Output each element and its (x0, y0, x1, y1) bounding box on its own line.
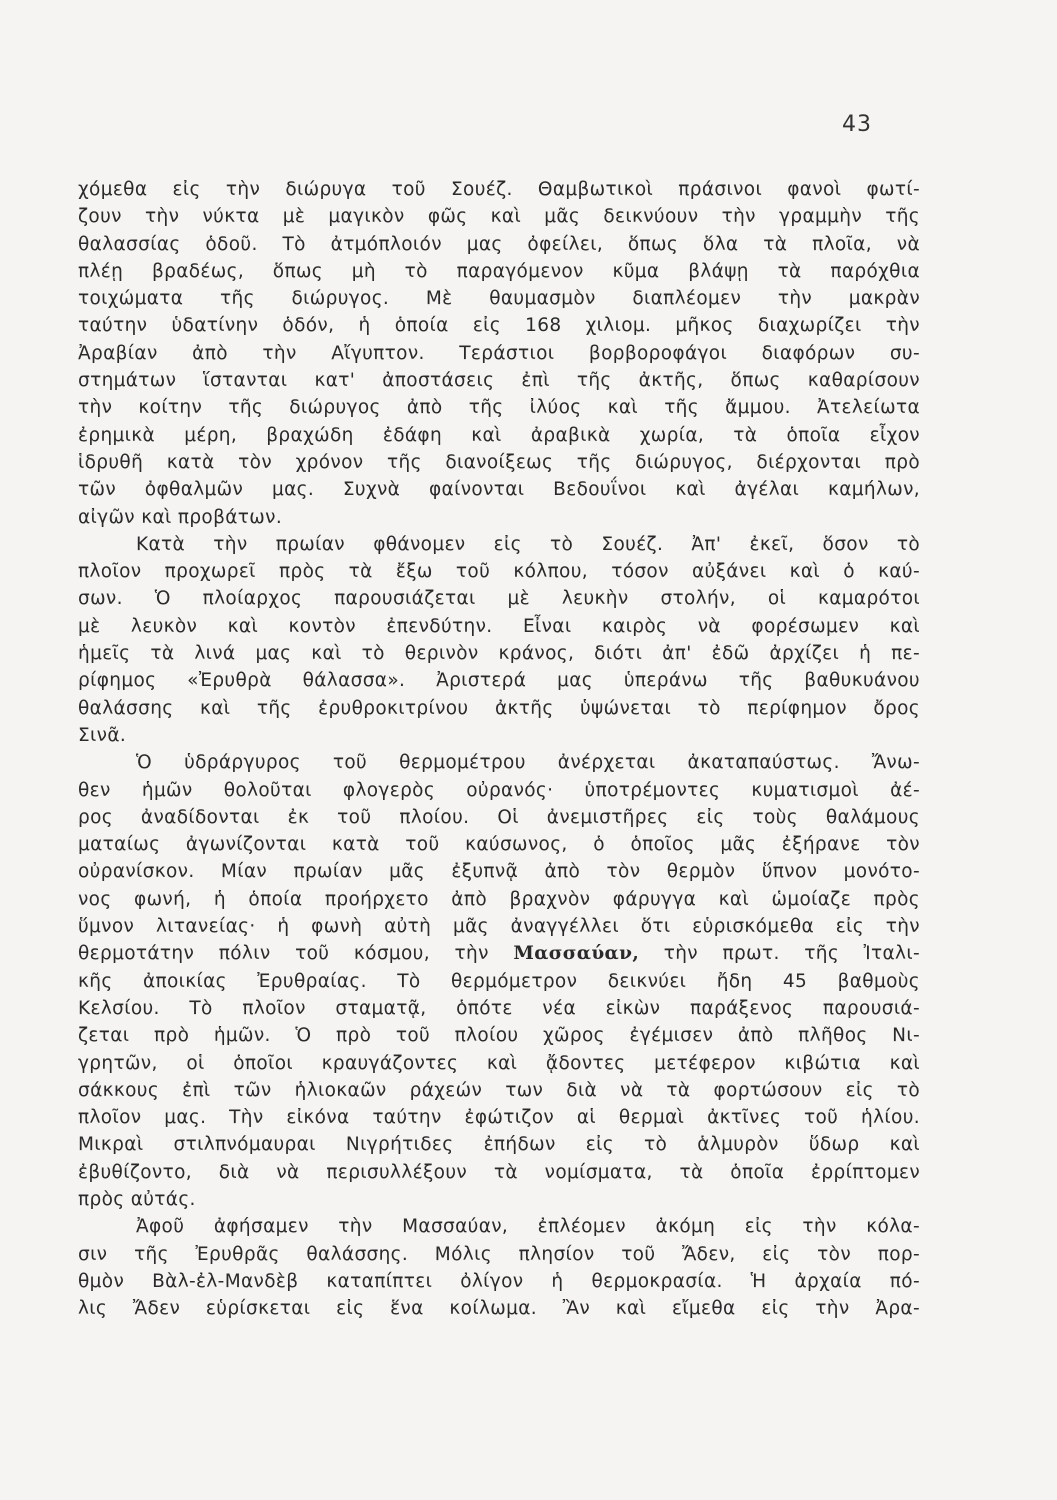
text-segment: θερμοτάτην πόλιν τοῦ κόσμου, τὴν (78, 943, 514, 965)
text-line: ζουν τὴν νύκτα μὲ μαγικὸν φῶς καὶ μᾶς δεικνύουν τὴν γραμμὴν τῆς (78, 206, 920, 228)
text-line: Ἀραβίαν ἀπὸ τὴν Αἴγυπτον. Τεράστιοι βορβοροφάγοι διαφόρων συ- (78, 342, 920, 364)
emphasized-place-name: Μασσαύαν, (513, 943, 640, 965)
text-line: ὕμνον λιτανείας· ἡ φωνὴ αὐτὴ μᾶς ἀναγγέλλει ὅτι εὑρισκόμεθα εἰς τὴν (78, 916, 920, 938)
text-line: ματαίως ἀγωνίζονται κατὰ τοῦ καύσωνος, ὁ ὁποῖος μᾶς ἐξήρανε τὸν (78, 834, 920, 856)
text-line: Ἀφοῦ ἀφήσαμεν τὴν Μασσαύαν, ἐπλέομεν ἀκόμη εἰς τὴν κόλα- (136, 1216, 920, 1238)
text-line: Κατὰ τὴν πρωίαν φθάνομεν εἰς τὸ Σουέζ. Ἀπ' ἐκεῖ, ὅσον τὸ (136, 533, 920, 555)
text-line: νος φωνή, ἡ ὁποία προήρχετο ἀπὸ βραχνὸν φάρυγγα καὶ ὡμοίαζε πρὸς (78, 888, 920, 910)
text-segment: τὴν πρωτ. τῆς Ἰταλι- (639, 943, 920, 965)
text-line: ἐβυθίζοντο, διὰ νὰ περισυλλέξουν τὰ νομίσματα, τὰ ὁποῖα ἐρρίπτομεν (78, 1161, 920, 1183)
text-line: ρίφημος «Ἐρυθρὰ θάλασσα». Ἀριστερά μας ὑπεράνω τῆς βαθυκυάνου (78, 670, 920, 692)
text-line: σων. Ὁ πλοίαρχος παρουσιάζεται μὲ λευκὴν στολήν, οἱ καμαρότοι (78, 588, 920, 610)
text-line: ζεται πρὸ ἡμῶν. Ὁ πρὸ τοῦ πλοίου χῶρος ἐγέμισεν ἀπὸ πλῆθος Νι- (78, 1025, 920, 1047)
text-line: Μικραὶ στιλπνόμαυραι Νιγρήτιδες ἐπήδων εἰς τὸ ἁλμυρὸν ὕδωρ καὶ (78, 1134, 920, 1156)
text-line: πρὸς αὐτάς. (78, 1188, 196, 1210)
text-line: θαλάσσης καὶ τῆς ἐρυθροκιτρίνου ἀκτῆς ὑψώνεται τὸ περίφημον ὄρος (78, 697, 920, 719)
text-line: πλοῖον μας. Τὴν εἰκόνα ταύτην ἐφώτιζον αἱ θερμαὶ ἀκτῖνες τοῦ ἡλίου. (78, 1107, 920, 1129)
text-line: πλέῃ βραδέως, ὅπως μὴ τὸ παραγόμενον κῦμα βλάψῃ τὰ παρόχθια (78, 260, 920, 282)
text-line: κῆς ἀποικίας Ἐρυθραίας. Τὸ θερμόμετρον δεικνύει ἤδη 45 βαθμοὺς (78, 970, 920, 992)
page-number: 43 (842, 112, 872, 137)
text-line: ρος ἀναδίδονται ἐκ τοῦ πλοίου. Οἱ ἀνεμιστῆρες εἰς τοὺς θαλάμους (78, 806, 920, 828)
text-line: μὲ λευκὸν καὶ κοντὸν ἐπενδύτην. Εἶναι καιρὸς νὰ φορέσωμεν καὶ (78, 615, 920, 637)
text-line: στημάτων ἵστανται κατ' ἀποστάσεις ἐπὶ τῆς ἀκτῆς, ὅπως καθαρίσουν (78, 370, 920, 392)
text-line: ταύτην ὑδατίνην ὁδόν, ἡ ὁποία εἰς 168 χιλιομ. μῆκος διαχωρίζει τὴν (78, 315, 920, 337)
text-line: τοιχώματα τῆς διώρυγος. Μὲ θαυμασμὸν διαπλέομεν τὴν μακρὰν (78, 288, 920, 310)
body-text (78, 176, 920, 1322)
text-line: ἱδρυθῆ κατὰ τὸν χρόνον τῆς διανοίξεως τῆς διώρυγος, διέρχονται πρὸ (78, 451, 920, 473)
text-line: ἐρημικὰ μέρη, βραχώδη ἐδάφη καὶ ἀραβικὰ χωρία, τὰ ὁποῖα εἶχον (78, 424, 920, 446)
text-line: σάκκους ἐπὶ τῶν ἡλιοκαῶν ράχεών των διὰ νὰ τὰ φορτώσουν εἰς τὸ (78, 1079, 920, 1101)
text-line: τῶν ὀφθαλμῶν μας. Συχνὰ φαίνονται Βεδουΐνοι καὶ ἀγέλαι καμήλων, (78, 479, 920, 501)
text-line: χόμεθα εἰς τὴν διώρυγα τοῦ Σουέζ. Θαμβωτικοὶ πράσινοι φανοὶ φωτί- (78, 179, 920, 200)
text-line: ἡμεῖς τὰ λινά μας καὶ τὸ θερινὸν κράνος, διότι ἀπ' ἐδῶ ἀρχίζει ἡ πε- (78, 643, 920, 665)
text-line: Σινᾶ. (78, 724, 127, 746)
text-line: θμὸν Βὰλ-ἐλ-Μανδὲβ καταπίπτει ὀλίγον ἡ θερμοκρασία. Ἡ ἀρχαία πό- (78, 1270, 920, 1292)
text-line: πλοῖον προχωρεῖ πρὸς τὰ ἔξω τοῦ κόλπου, τόσον αὐξάνει καὶ ὁ καύ- (78, 561, 920, 583)
text-line: θεν ἡμῶν θολοῦται φλογερὸς οὐρανός· ὑποτρέμοντες κυματισμοὶ ἀέ- (78, 779, 920, 801)
text-line: σιν τῆς Ἐρυθρᾶς θαλάσσης. Μόλις πλησίον τοῦ Ἄδεν, εἰς τὸν πορ- (78, 1243, 920, 1265)
text-line: τὴν κοίτην τῆς διώρυγος ἀπὸ τῆς ἰλύος καὶ τῆς ἄμμου. Ἀτελείωτα (78, 397, 920, 419)
text-line: λις Ἄδεν εὑρίσκεται εἰς ἕνα κοίλωμα. Ἂν καὶ εἴμεθα εἰς τὴν Ἀρα- (78, 1298, 920, 1320)
text-line: οὐρανίσκον. Μίαν πρωίαν μᾶς ἐξυπνᾷ ἀπὸ τὸν θερμὸν ὕπνον μονότο- (78, 861, 920, 883)
text-line: Ὁ ὑδράργυρος τοῦ θερμομέτρου ἀνέρχεται ἀκαταπαύστως. Ἄνω- (136, 752, 920, 774)
text-line: θαλασσίας ὁδοῦ. Τὸ ἀτμόπλοιόν μας ὀφείλει, ὅπως ὅλα τὰ πλοῖα, νὰ (78, 233, 920, 255)
text-line (78, 940, 920, 967)
text-line: Κελσίου. Τὸ πλοῖον σταματᾷ, ὁπότε νέα εἰκὼν παράξενος παρουσιά- (78, 997, 920, 1019)
text-line: γρητῶν, οἱ ὁποῖοι κραυγάζοντες καὶ ᾄδοντες μετέφερον κιβώτια καὶ (78, 1052, 920, 1074)
text-line: αἰγῶν καὶ προβάτων. (78, 506, 283, 528)
